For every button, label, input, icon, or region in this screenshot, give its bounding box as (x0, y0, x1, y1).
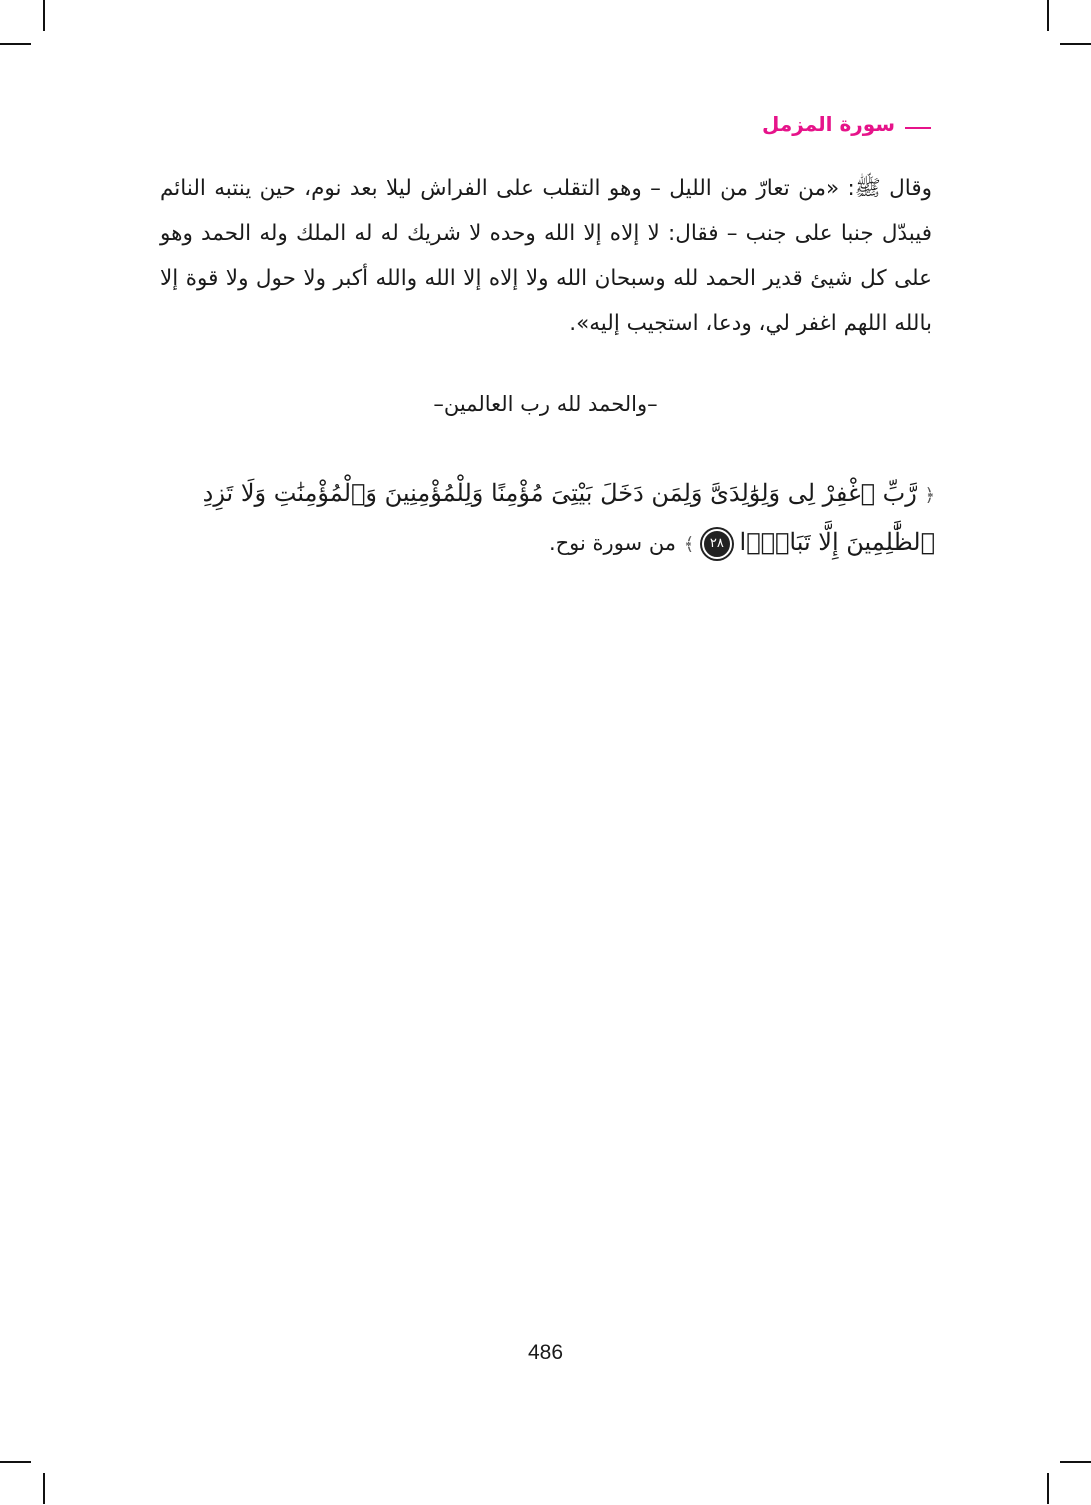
page-number: 486 (527, 1341, 564, 1364)
crop-mark (0, 43, 31, 45)
surah-title: سورة المزمل (762, 112, 895, 136)
verse-source: من سورة نوح. (548, 531, 677, 555)
crop-mark (43, 1473, 45, 1504)
verse-close-ornament: ﴾ (683, 534, 695, 555)
crop-mark (1047, 1473, 1049, 1504)
crop-mark (1047, 0, 1049, 31)
hadith-paragraph: وقال ﷺ: «من تعارّ من الليل – وهو التقلب على الفراش ليلا بعد نوم، حين ينتبه النائم فيبدّل جنبا على جنب – فقال: لا إلاه إلا الله وحده لا شريك له له الملك وله الحمد وهو على كل شيئ قدير الحمد لله وسبحان الله ولا إلاه إلا الله والله أكبر ولا حول ولا قوة إلا بالله اللهم اغفر لي، ودعا، استجيب إليه». (160, 176, 932, 336)
crop-mark (1060, 1461, 1091, 1463)
running-header (762, 112, 931, 136)
verse-text: رَّبِّ ٱغْفِرْ لِى وَلِوَٰلِدَىَّ وَلِمَن دَخَلَ بَيْتِىَ مُؤْمِنًا وَلِلْمُؤْمِنِينَ وَٱلْمُؤْمِنَٰتِ وَلَا تَزِدِ ٱلظَّٰلِمِينَ إِلَّا تَبَارًۢا (202, 479, 935, 556)
verse-open-ornament: ﴿ (924, 485, 935, 506)
crop-mark (0, 1461, 31, 1463)
crop-mark (43, 0, 45, 31)
ayah-number-icon: ٢٨ (702, 529, 732, 559)
body-text (160, 166, 932, 346)
header-rule (905, 127, 931, 130)
verse-block (165, 470, 935, 568)
crop-mark (1060, 43, 1091, 45)
closing-line: –والحمد لله رب العالمين– (433, 392, 658, 416)
